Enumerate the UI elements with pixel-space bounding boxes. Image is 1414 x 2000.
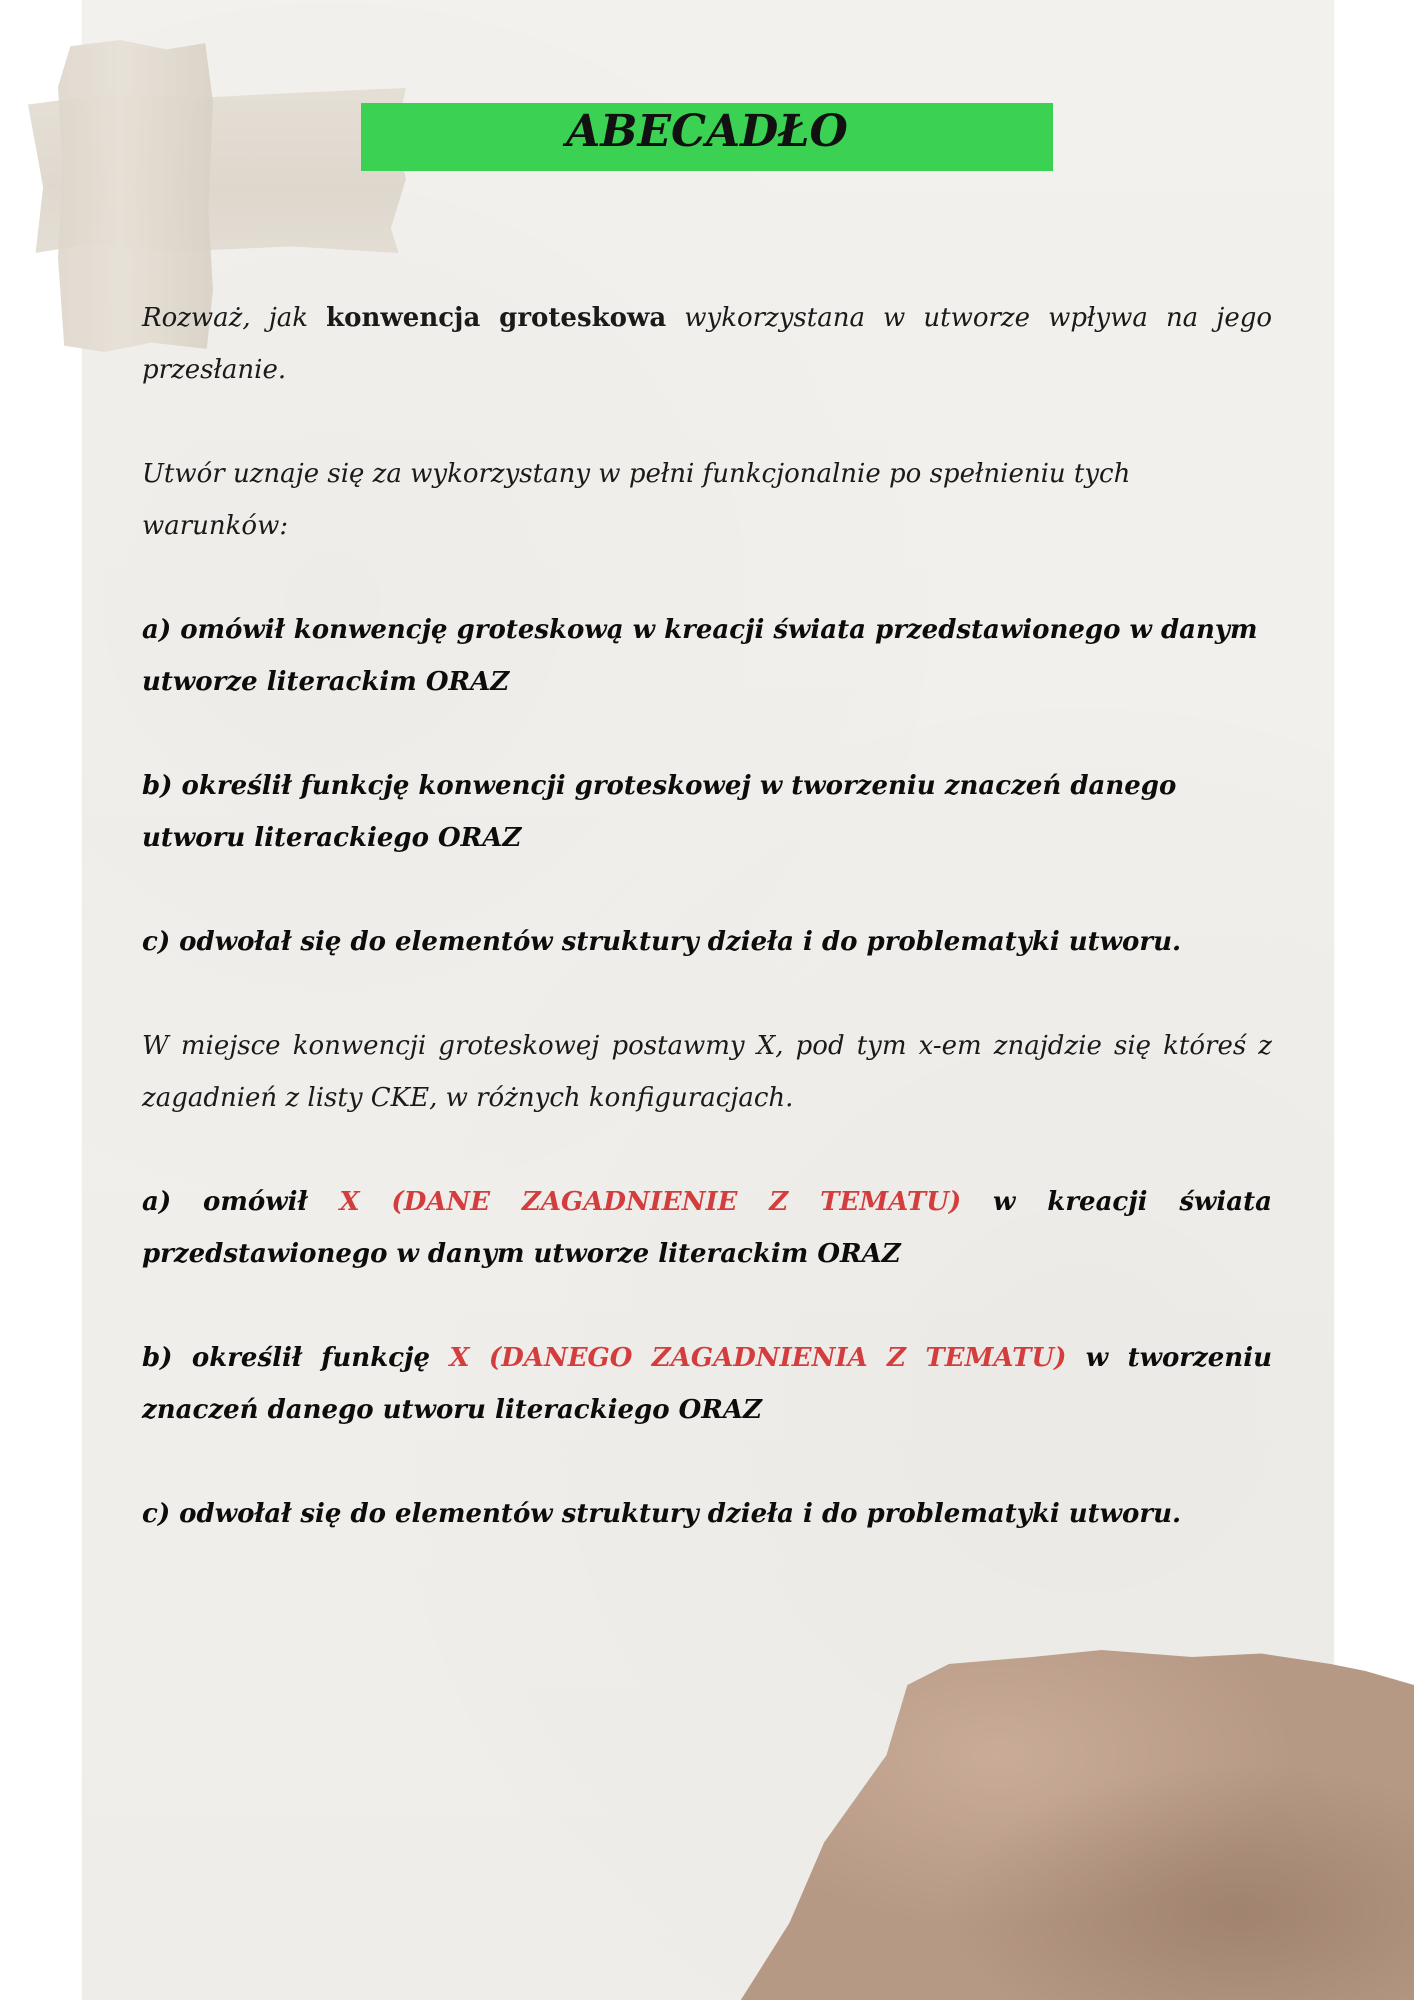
generic-a-placeholder: X (DANE ZAGADNIENIE Z TEMATU) xyxy=(339,1187,962,1217)
document-body xyxy=(142,292,1272,1592)
generic-criterion-c: c) odwołał się do elementów struktury dzieła i do problematyki utworu. xyxy=(142,1499,1182,1529)
generic-b-after: w tworzeniu znaczeń danego utworu literackiego ORAZ xyxy=(142,1343,1272,1425)
generic-criterion-b xyxy=(142,1332,1272,1436)
criterion-a: a) omówił konwencję groteskową w kreacji świata przedstawionego w danym utworze literackim ORAZ xyxy=(142,615,1258,697)
conditions-intro: Utwór uznaje się za wykorzystany w pełni funkcjonalnie po spełnieniu tych warunków: xyxy=(142,459,1131,541)
generic-criterion-a xyxy=(142,1176,1272,1280)
criterion-b: b) określił funkcję konwencji groteskowej w tworzeniu znaczeń danego utworu literackiego ORAZ xyxy=(142,771,1177,853)
explanation-paragraph: W miejsce konwencji groteskowej postawmy X, pod tym x-em znajdzie się któreś z zagadnień z listy CKE, w różnych konfiguracjach. xyxy=(142,1031,1272,1113)
criterion-c: c) odwołał się do elementów struktury dzieła i do problematyki utworu. xyxy=(142,927,1182,957)
intro-text-2: wykorzystana w utworze wpływa na jego przesłanie. xyxy=(142,303,1273,385)
intro-highlight: konwencja groteskowa xyxy=(326,303,667,333)
generic-b-before: b) określił funkcję xyxy=(142,1343,450,1373)
generic-a-after: w kreacji świata przedstawionego w danym utworze literackim ORAZ xyxy=(142,1187,1272,1269)
intro-text-1: Rozważ, jak xyxy=(142,303,327,333)
page-title: ABECADŁO xyxy=(566,106,848,157)
generic-a-before: a) omówił xyxy=(142,1187,340,1217)
intro-paragraph xyxy=(142,292,1272,396)
generic-b-placeholder: X (DANEGO ZAGADNIENIA Z TEMATU) xyxy=(449,1343,1067,1373)
